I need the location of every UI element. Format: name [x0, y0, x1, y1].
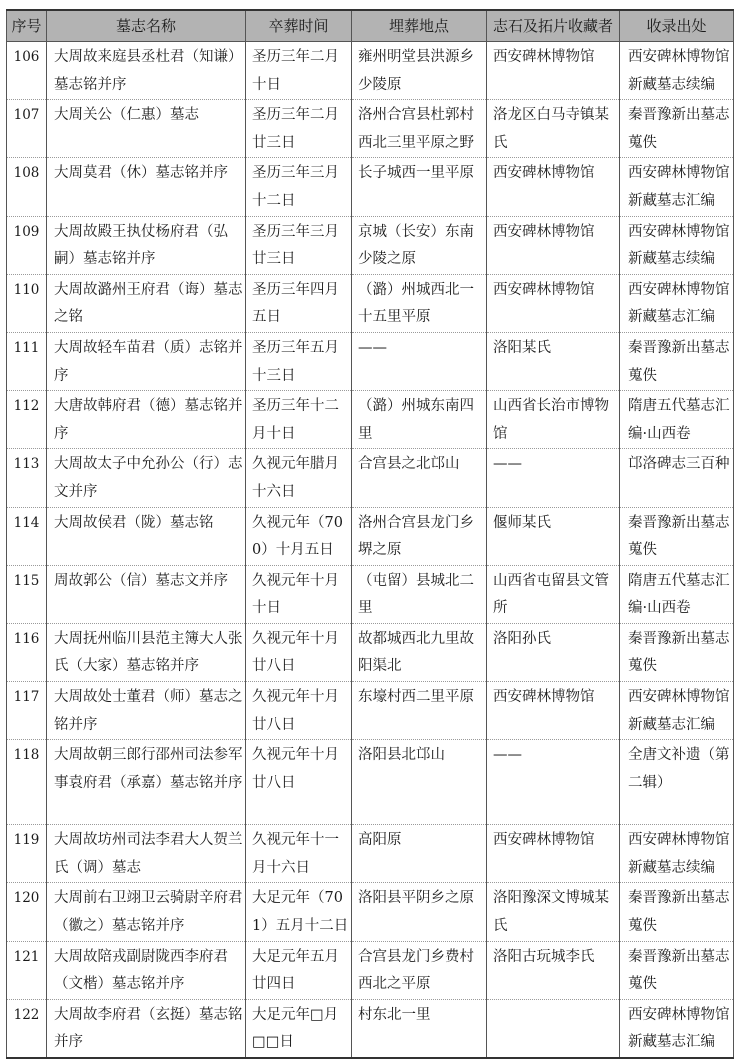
header-date: 卒葬时间 — [246, 10, 352, 42]
table-row — [7, 449, 734, 507]
row-number: 118 — [7, 740, 47, 825]
collection-holder: 偃师某氏 — [487, 507, 620, 565]
epitaph-name: 大周故陪戎副尉陇西李府君（文楷）墓志铭并序 — [47, 941, 246, 999]
table-row — [7, 42, 734, 100]
burial-date: 久视元年十月十日 — [246, 565, 352, 623]
collection-holder: 洛阳豫深文博城某氏 — [487, 883, 620, 941]
published-source: 隋唐五代墓志汇编·山西卷 — [620, 565, 734, 623]
row-number: 114 — [7, 507, 47, 565]
burial-date: 圣历三年三月十二日 — [246, 158, 352, 216]
row-number: 119 — [7, 825, 47, 883]
table-row — [7, 391, 734, 449]
published-source: 西安碑林博物馆新藏墓志续编 — [620, 825, 734, 883]
burial-place: 洛阳县北邙山 — [352, 740, 487, 825]
row-number: 106 — [7, 42, 47, 100]
burial-date: 大足元年五月廿四日 — [246, 941, 352, 999]
row-number: 121 — [7, 941, 47, 999]
header-source: 收录出处 — [620, 10, 734, 42]
burial-place: 东壕村西二里平原 — [352, 682, 487, 740]
row-number: 107 — [7, 100, 47, 158]
burial-date: 大足元年□月□□日 — [246, 999, 352, 1058]
table-row — [7, 623, 734, 681]
epitaph-name: 大唐故韩府君（德）墓志铭并序 — [47, 391, 246, 449]
burial-date: 久视元年十一月十六日 — [246, 825, 352, 883]
epitaph-name: 大周前右卫翊卫云骑尉辛府君（徽之）墓志铭并序 — [47, 883, 246, 941]
table-row — [7, 332, 734, 390]
collection-holder: 西安碑林博物馆 — [487, 42, 620, 100]
epitaph-name: 大周故来庭县丞杜君（知谦）墓志铭并序 — [47, 42, 246, 100]
epitaph-name: 大周故太子中允孙公（行）志文并序 — [47, 449, 246, 507]
epitaph-name: 大周故潞州王府君（诲）墓志之铭 — [47, 274, 246, 332]
row-number: 109 — [7, 216, 47, 274]
collection-holder: 西安碑林博物馆 — [487, 682, 620, 740]
header-name: 墓志名称 — [47, 10, 246, 42]
burial-date: 久视元年十月廿八日 — [246, 623, 352, 681]
burial-place: 故都城西北九里故阳渠北 — [352, 623, 487, 681]
table-row — [7, 740, 734, 825]
published-source: 秦晋豫新出墓志蒐佚 — [620, 332, 734, 390]
collection-holder — [487, 999, 620, 1058]
collection-holder: 洛阳孙氏 — [487, 623, 620, 681]
row-number: 108 — [7, 158, 47, 216]
table-header — [7, 10, 734, 42]
epitaph-table — [6, 9, 734, 1059]
collection-holder: —— — [487, 449, 620, 507]
burial-place: 合宫县之北邙山 — [352, 449, 487, 507]
burial-place: —— — [352, 332, 487, 390]
burial-date: 圣历三年二月廿三日 — [246, 100, 352, 158]
burial-place: 京城（长安）东南少陵之原 — [352, 216, 487, 274]
table-body — [7, 42, 734, 1059]
burial-date: 圣历三年五月十三日 — [246, 332, 352, 390]
burial-place: （潞）州城东南四里 — [352, 391, 487, 449]
burial-date: 久视元年十月廿八日 — [246, 682, 352, 740]
epitaph-name: 周故郭公（信）墓志文并序 — [47, 565, 246, 623]
collection-holder: 西安碑林博物馆 — [487, 158, 620, 216]
published-source: 秦晋豫新出墓志蒐佚 — [620, 941, 734, 999]
table-row — [7, 999, 734, 1058]
header-place: 埋葬地点 — [352, 10, 487, 42]
epitaph-name: 大周故轻车苗君（质）志铭并序 — [47, 332, 246, 390]
epitaph-name: 大周故侯君（陇）墓志铭 — [47, 507, 246, 565]
epitaph-name: 大周故处士董君（师）墓志之铭并序 — [47, 682, 246, 740]
burial-place: 长子城西一里平原 — [352, 158, 487, 216]
published-source: 秦晋豫新出墓志蒐佚 — [620, 100, 734, 158]
burial-date: 久视元年腊月十六日 — [246, 449, 352, 507]
burial-place: 洛州合宫县杜郭村西北三里平原之野 — [352, 100, 487, 158]
epitaph-name: 大周抚州临川县范主簿大人张氏（大家）墓志铭并序 — [47, 623, 246, 681]
published-source: 隋唐五代墓志汇编·山西卷 — [620, 391, 734, 449]
row-number: 122 — [7, 999, 47, 1058]
burial-date: 圣历三年二月十日 — [246, 42, 352, 100]
epitaph-name: 大周故殿王执仗杨府君（弘嗣）墓志铭并序 — [47, 216, 246, 274]
row-number: 120 — [7, 883, 47, 941]
collection-holder: 洛阳某氏 — [487, 332, 620, 390]
row-number: 111 — [7, 332, 47, 390]
collection-holder: 西安碑林博物馆 — [487, 825, 620, 883]
published-source: 秦晋豫新出墓志蒐佚 — [620, 507, 734, 565]
row-number: 113 — [7, 449, 47, 507]
table-row — [7, 883, 734, 941]
collection-holder: 山西省长治市博物馆 — [487, 391, 620, 449]
collection-holder: 洛阳古玩城李氏 — [487, 941, 620, 999]
published-source: 秦晋豫新出墓志蒐佚 — [620, 883, 734, 941]
burial-place: （屯留）县城北二里 — [352, 565, 487, 623]
collection-holder: 山西省屯留县文管所 — [487, 565, 620, 623]
table-row — [7, 825, 734, 883]
published-source: 西安碑林博物馆新藏墓志续编 — [620, 216, 734, 274]
header-no: 序号 — [7, 10, 47, 42]
collection-holder: 洛龙区白马寺镇某氏 — [487, 100, 620, 158]
burial-place: 洛州合宫县龙门乡堺之原 — [352, 507, 487, 565]
row-number: 115 — [7, 565, 47, 623]
published-source: 西安碑林博物馆新藏墓志汇编 — [620, 999, 734, 1058]
table-row — [7, 941, 734, 999]
published-source: 西安碑林博物馆新藏墓志汇编 — [620, 274, 734, 332]
epitaph-name: 大周故李府君（玄挺）墓志铭并序 — [47, 999, 246, 1058]
table-row — [7, 100, 734, 158]
table-row — [7, 158, 734, 216]
burial-place: 村东北一里 — [352, 999, 487, 1058]
table-row — [7, 682, 734, 740]
row-number: 117 — [7, 682, 47, 740]
burial-place: 高阳原 — [352, 825, 487, 883]
burial-date: 圣历三年十二月十日 — [246, 391, 352, 449]
header-holder: 志石及拓片收藏者 — [487, 10, 620, 42]
burial-date: 久视元年十月廿八日 — [246, 740, 352, 825]
published-source: 秦晋豫新出墓志蒐佚 — [620, 623, 734, 681]
burial-place: （潞）州城西北一十五里平原 — [352, 274, 487, 332]
burial-date: 久视元年（700）十月五日 — [246, 507, 352, 565]
burial-place: 合宫县龙门乡费村西北之平原 — [352, 941, 487, 999]
collection-holder: 西安碑林博物馆 — [487, 216, 620, 274]
burial-date: 大足元年（701）五月十二日 — [246, 883, 352, 941]
table-row — [7, 507, 734, 565]
table-row — [7, 565, 734, 623]
row-number: 112 — [7, 391, 47, 449]
epitaph-name: 大周莫君（休）墓志铭并序 — [47, 158, 246, 216]
row-number: 110 — [7, 274, 47, 332]
row-number: 116 — [7, 623, 47, 681]
published-source: 西安碑林博物馆新藏墓志汇编 — [620, 682, 734, 740]
collection-holder: 西安碑林博物馆 — [487, 274, 620, 332]
epitaph-name: 大周故坊州司法李君大人贺兰氏（调）墓志 — [47, 825, 246, 883]
collection-holder: —— — [487, 740, 620, 825]
burial-date: 圣历三年四月五日 — [246, 274, 352, 332]
burial-date: 圣历三年三月廿三日 — [246, 216, 352, 274]
published-source: 邙洛碑志三百种 — [620, 449, 734, 507]
epitaph-name: 大周故朝三郎行邵州司法参军事袁府君（承嘉）墓志铭并序 — [47, 740, 246, 825]
table-row — [7, 216, 734, 274]
published-source: 全唐文补遗（第二辑） — [620, 740, 734, 825]
published-source: 西安碑林博物馆新藏墓志续编 — [620, 42, 734, 100]
burial-place: 雍州明堂县洪源乡少陵原 — [352, 42, 487, 100]
published-source: 西安碑林博物馆新藏墓志汇编 — [620, 158, 734, 216]
burial-place: 洛阳县平阴乡之原 — [352, 883, 487, 941]
table-row — [7, 274, 734, 332]
epitaph-name: 大周关公（仁惠）墓志 — [47, 100, 246, 158]
